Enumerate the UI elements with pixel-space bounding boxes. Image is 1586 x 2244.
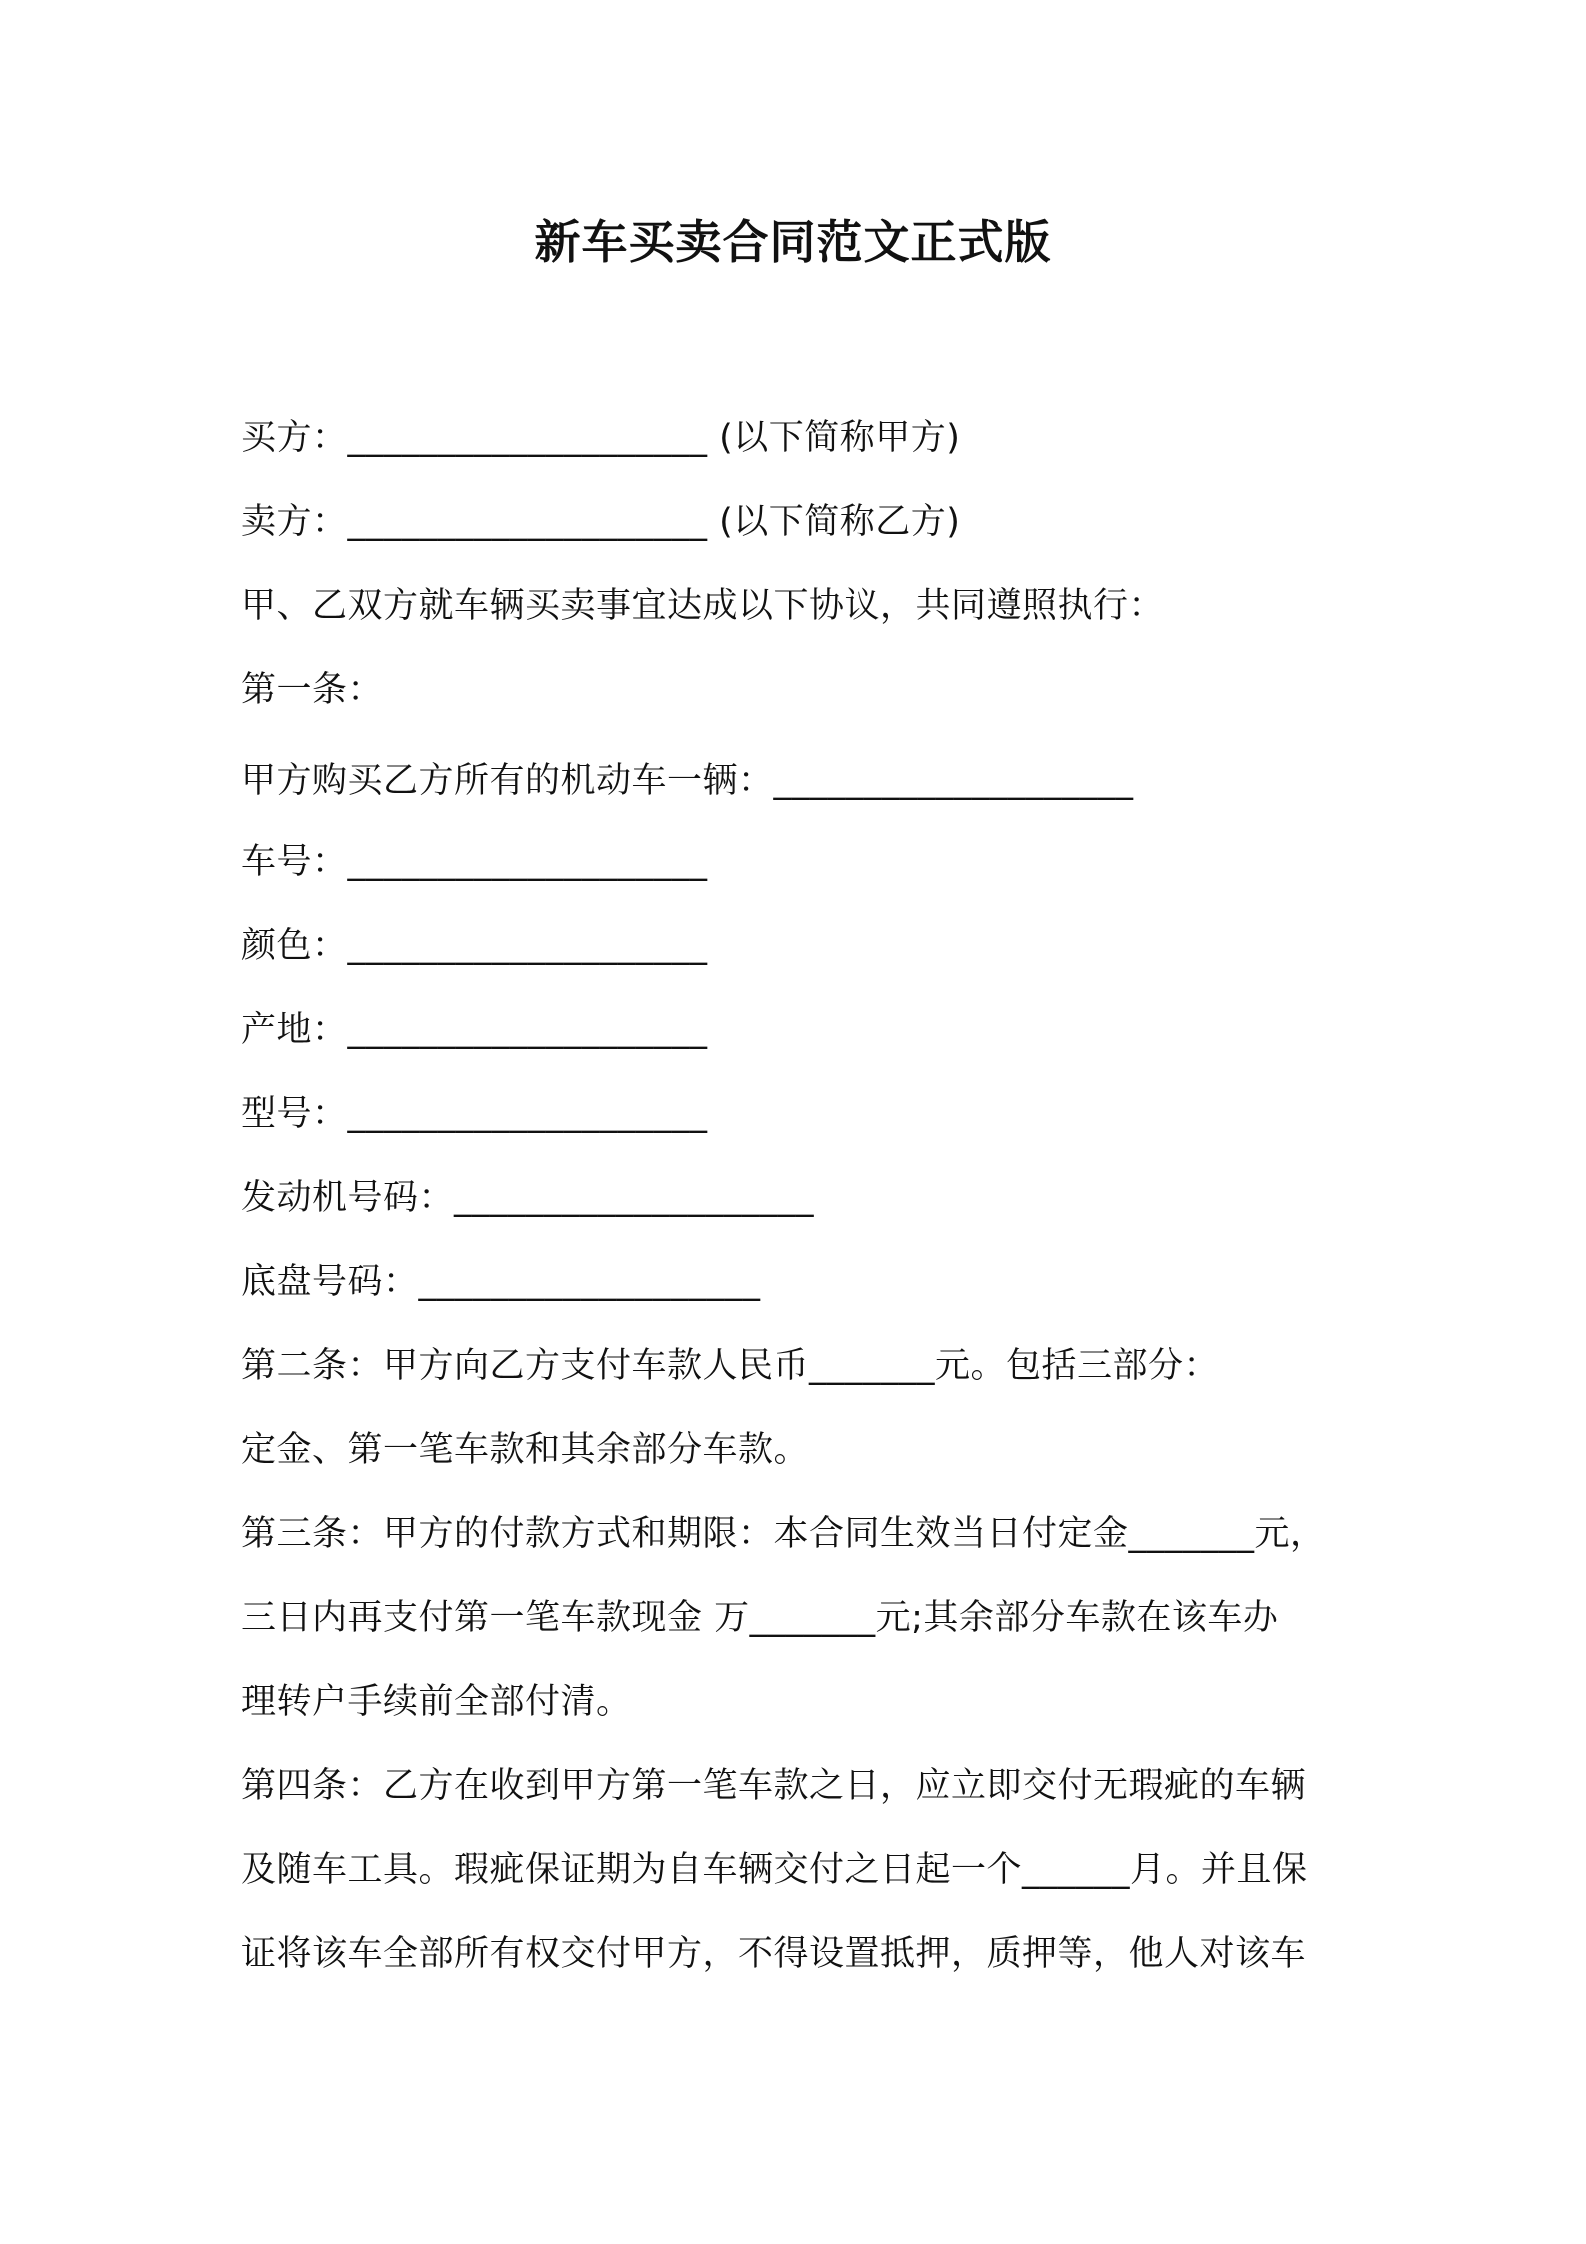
engine-number-line: 发动机号码：____________________: [241, 1178, 815, 1218]
chassis-number-line: 底盘号码：___________________: [241, 1262, 761, 1302]
vehicle-purchase-line: 甲方购买乙方所有的机动车一辆：____________________: [241, 761, 1134, 801]
article-4-line-3: 证将该车全部所有权交付甲方，不得设置抵押，质押等，他人对该车: [241, 1934, 1307, 1974]
document-title: 新车买卖合同范文正式版: [534, 215, 1052, 269]
article-3-line-3: 理转户手续前全部付清。: [241, 1682, 632, 1722]
buyer-line: 买方：____________________ (以下简称甲方): [241, 418, 961, 458]
model-line: 型号：____________________: [241, 1094, 708, 1134]
article-2-line-1: 第二条：甲方向乙方支付车款人民币_______元。包括三部分：: [241, 1346, 1220, 1386]
article-4-line-1: 第四条：乙方在收到甲方第一笔车款之日，应立即交付无瑕疵的车辆: [241, 1766, 1307, 1806]
plate-number-line: 车号：____________________: [241, 842, 708, 882]
agreement-intro: 甲、乙双方就车辆买卖事宜达成以下协议，共同遵照执行：: [241, 586, 1165, 626]
seller-line: 卖方：____________________ (以下简称乙方): [241, 502, 961, 542]
article-4-line-2: 及随车工具。瑕疵保证期为自车辆交付之日起一个______月。并且保: [241, 1850, 1308, 1890]
origin-line: 产地：____________________: [241, 1010, 708, 1050]
article-3-line-2: 三日内再支付第一笔车款现金 万_______元;其余部分车款在该车办: [241, 1598, 1279, 1638]
article-3-line-1: 第三条：甲方的付款方式和期限：本合同生效当日付定金_______元，: [241, 1514, 1326, 1554]
article-1-heading: 第一条：: [241, 670, 384, 710]
article-2-line-2: 定金、第一笔车款和其余部分车款。: [241, 1430, 810, 1470]
color-line: 颜色：____________________: [241, 926, 708, 966]
